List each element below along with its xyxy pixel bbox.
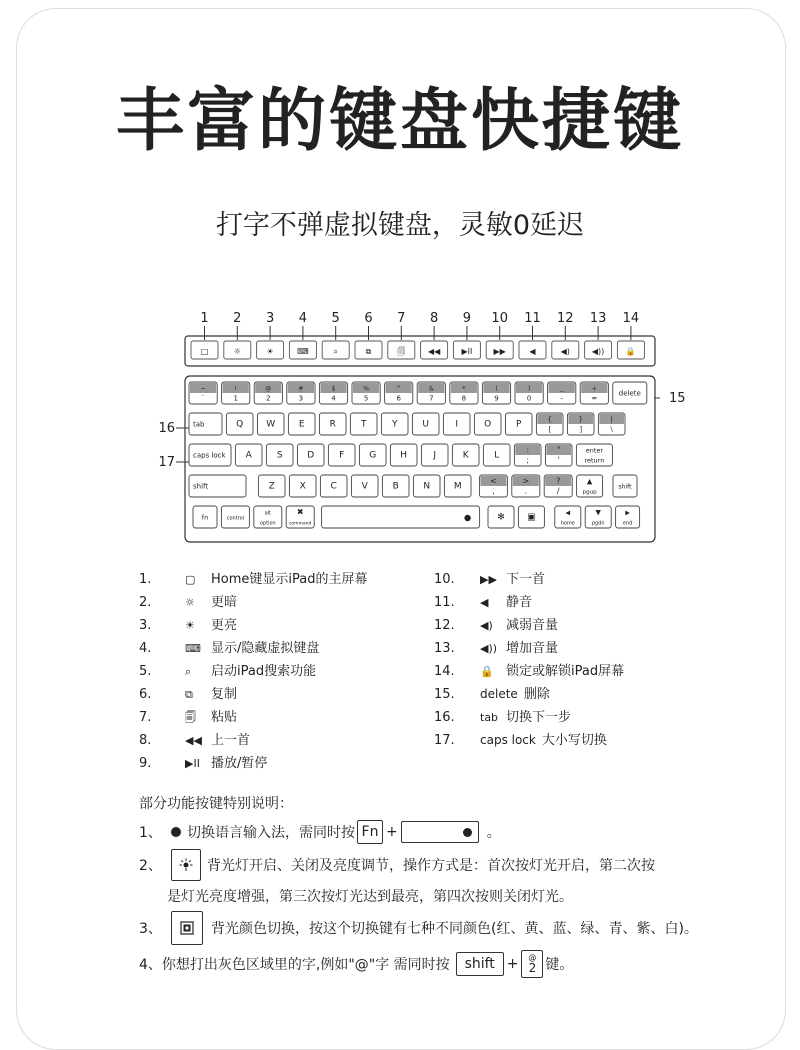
note-3 bbox=[139, 912, 698, 944]
function-key-icon: ◀) bbox=[560, 347, 570, 356]
plus-sign: + bbox=[386, 824, 398, 840]
legend-number: 4. bbox=[139, 641, 152, 656]
legend-text: 增加音量 bbox=[506, 641, 559, 656]
function-key-icon: ☼ bbox=[233, 347, 241, 356]
legend-text: 删除 bbox=[523, 687, 550, 702]
backlight-key bbox=[171, 849, 201, 881]
key-shifted-label: * bbox=[462, 385, 466, 393]
key-label: 3 bbox=[298, 394, 304, 403]
function-key-icon: □ bbox=[200, 347, 209, 356]
legend-number: 1. bbox=[139, 572, 152, 587]
key-label: E bbox=[298, 419, 305, 430]
color-switch-icon bbox=[180, 921, 194, 935]
legend-number: 16. bbox=[434, 710, 455, 725]
key-label: 6 bbox=[396, 394, 401, 403]
callout-number-17: 17 bbox=[158, 455, 175, 470]
legend-number: 15. bbox=[434, 687, 455, 702]
legend-number: 12. bbox=[434, 618, 455, 633]
key-label: shift bbox=[618, 483, 632, 491]
legend-item bbox=[434, 591, 624, 614]
legend-icon: tab bbox=[480, 711, 499, 724]
key-shifted-label: ◀ bbox=[565, 509, 571, 517]
function-key-icon: 🔒 bbox=[625, 347, 636, 356]
legend-text: 更亮 bbox=[211, 618, 238, 633]
key-shifted-label: & bbox=[428, 385, 434, 393]
legend-icon: ▢ bbox=[185, 573, 196, 586]
shift-key: shift bbox=[456, 952, 504, 976]
key-shifted-label: ▶ bbox=[625, 509, 630, 517]
key-shifted-label: # bbox=[298, 385, 304, 393]
legend-number: 7. bbox=[139, 710, 152, 725]
legend-text: 粘贴 bbox=[211, 710, 238, 725]
function-key-number: 1 bbox=[200, 311, 209, 326]
note-3-text: 背光颜色切换，按这个切换键有七种不同颜色(红、黄、蓝、绿、青、紫、白)。 bbox=[211, 921, 698, 937]
function-key-icon: ◀)) bbox=[591, 347, 605, 356]
function-key-icon: ☀ bbox=[266, 347, 274, 356]
legend-icon: 🔒 bbox=[480, 665, 494, 678]
legend-number: 11. bbox=[434, 595, 455, 610]
legend-item bbox=[434, 683, 624, 706]
callout-number-15: 15 bbox=[669, 391, 686, 406]
legend-item bbox=[434, 706, 624, 729]
function-key-number: 3 bbox=[265, 311, 275, 326]
key-label: W bbox=[266, 419, 276, 430]
globe-icon bbox=[464, 515, 470, 521]
key-shifted-label: < bbox=[490, 476, 497, 486]
function-key-icon: ⌨ bbox=[297, 347, 309, 356]
function-key-number: 2 bbox=[233, 311, 242, 326]
function-key-icon: 🗐 bbox=[397, 347, 406, 356]
function-key-number: 13 bbox=[589, 311, 607, 326]
legend-number: 17. bbox=[434, 733, 455, 748]
keyboard-diagram bbox=[158, 300, 686, 550]
key-label: 0 bbox=[526, 394, 532, 403]
legend-icon: ⌨ bbox=[185, 642, 201, 655]
key-label: K bbox=[462, 450, 469, 461]
function-key-number: 9 bbox=[462, 311, 472, 326]
key-shifted-label: % bbox=[363, 385, 369, 393]
key-label: 8 bbox=[461, 394, 467, 403]
key-shifted-label: $ bbox=[331, 385, 336, 393]
legend-number: 14. bbox=[434, 664, 455, 679]
key-label: S bbox=[276, 450, 283, 461]
key-label: X bbox=[299, 481, 306, 492]
legend-text: 大小写切换 bbox=[541, 733, 607, 748]
function-key-icon: ▶II bbox=[461, 347, 473, 356]
legend-icon: 🗐 bbox=[185, 711, 196, 724]
key-label: home bbox=[560, 520, 575, 527]
key-label: D bbox=[307, 450, 315, 461]
legend-icon: delete bbox=[480, 687, 518, 701]
function-key-number: 5 bbox=[331, 311, 340, 326]
at-key-top: @ bbox=[528, 953, 537, 962]
note-1-text: 切换语言输入法，需同时按 bbox=[187, 825, 355, 841]
key-shifted-label: @ bbox=[265, 385, 272, 393]
key-label: 1 bbox=[233, 394, 238, 403]
key-label: caps lock bbox=[193, 451, 226, 460]
legend-item bbox=[139, 729, 367, 752]
key-shifted-label: ) bbox=[527, 385, 531, 393]
key-label: J bbox=[433, 450, 437, 461]
note-2-text2: 是灯光亮度增强，第三次按灯光达到最亮，第四次按则关闭灯光。 bbox=[167, 889, 573, 905]
legend-text: 更暗 bbox=[211, 595, 238, 610]
key-label: , bbox=[492, 486, 495, 496]
key-label: B bbox=[392, 481, 399, 492]
note-4 bbox=[139, 950, 573, 978]
key-label: Q bbox=[236, 419, 244, 430]
key-shifted-label: ~ bbox=[200, 385, 206, 393]
key-shifted-label: alt bbox=[264, 510, 272, 517]
legend-icon: ▶II bbox=[185, 757, 200, 770]
function-key-number: 14 bbox=[622, 311, 640, 326]
function-key-number: 8 bbox=[429, 311, 439, 326]
key-label: Y bbox=[391, 419, 398, 430]
key-label: ✻ bbox=[497, 512, 505, 523]
legend-number: 2. bbox=[139, 595, 152, 610]
note-1-end: 。 bbox=[486, 825, 501, 841]
legend-item bbox=[139, 752, 367, 775]
legend-item bbox=[434, 614, 624, 637]
key-label: = bbox=[591, 394, 598, 403]
key-label: L bbox=[494, 450, 500, 461]
note-2 bbox=[139, 850, 655, 880]
key-label: ` bbox=[201, 394, 205, 403]
key-label: fn bbox=[201, 513, 209, 522]
legend-left bbox=[139, 568, 367, 775]
key-label: 2 bbox=[266, 394, 271, 403]
key-label: G bbox=[369, 450, 377, 461]
function-key-number: 6 bbox=[364, 311, 373, 326]
legend-item bbox=[434, 637, 624, 660]
legend-icon: ◀ bbox=[480, 596, 489, 609]
function-key-icon: ⌕ bbox=[333, 347, 338, 356]
legend-text: 播放/暂停 bbox=[211, 756, 268, 771]
notes-heading: 部分功能按键特别说明： bbox=[139, 796, 293, 812]
note-1 bbox=[139, 820, 501, 844]
legend-number: 8. bbox=[139, 733, 152, 748]
key-label: ' bbox=[557, 455, 560, 465]
key-label: end bbox=[622, 520, 633, 527]
legend-item bbox=[139, 660, 367, 683]
function-key-icon: ⧉ bbox=[365, 347, 372, 356]
key-shifted-label: } bbox=[578, 415, 583, 424]
legend-text: 锁定或解锁iPad屏幕 bbox=[506, 664, 625, 679]
key-label: . bbox=[524, 486, 528, 496]
note-4-text: 4、你想打出灰色区域里的字,例如"@"字 需同时按 bbox=[139, 957, 450, 973]
key-label: H bbox=[400, 450, 408, 461]
key-label: \ bbox=[610, 425, 613, 434]
key-label: Z bbox=[268, 481, 275, 492]
legend-item bbox=[434, 729, 624, 752]
legend-item bbox=[139, 568, 367, 591]
key-label: N bbox=[423, 481, 431, 492]
legend-icon: ◀◀ bbox=[185, 734, 202, 747]
key-shifted-label: > bbox=[522, 476, 530, 486]
plus-sign: + bbox=[506, 956, 519, 972]
key-label: T bbox=[360, 419, 367, 430]
legend-item bbox=[434, 568, 624, 591]
legend-number: 13. bbox=[434, 641, 455, 656]
key-label: return bbox=[584, 456, 605, 465]
note-2-number: 2、 bbox=[139, 858, 162, 874]
key-label: 7 bbox=[429, 394, 434, 403]
legend-icon: ☀ bbox=[185, 619, 195, 632]
key-label: pgdn bbox=[591, 520, 605, 527]
legend-item bbox=[434, 660, 624, 683]
key-label: R bbox=[329, 419, 336, 430]
key-label: tab bbox=[193, 420, 205, 429]
key-shifted-label: ✖ bbox=[296, 507, 304, 517]
key-label: pgup bbox=[582, 489, 597, 496]
space-key bbox=[401, 821, 479, 843]
key-label: delete bbox=[618, 389, 641, 398]
function-key-number: 10 bbox=[491, 311, 508, 326]
function-key-icon: ▶▶ bbox=[493, 347, 506, 356]
legend-number: 9. bbox=[139, 756, 152, 771]
key-label: shift bbox=[193, 482, 209, 491]
key-label: - bbox=[560, 394, 563, 403]
legend-icon: ◀)) bbox=[480, 642, 498, 655]
key-shifted-label: ▲ bbox=[586, 477, 593, 486]
function-key-number: 7 bbox=[397, 311, 406, 326]
key-label: C bbox=[330, 481, 337, 492]
key-label: 4 bbox=[331, 394, 336, 403]
legend-item bbox=[139, 637, 367, 660]
key-shifted-label: | bbox=[610, 415, 613, 424]
key-label: control bbox=[226, 515, 245, 522]
globe-icon bbox=[463, 828, 472, 837]
note-4-end: 键。 bbox=[545, 957, 574, 973]
legend-number: 5. bbox=[139, 664, 152, 679]
key-label: / bbox=[556, 486, 560, 496]
legend-text: 显示/隐藏虚拟键盘 bbox=[211, 641, 320, 656]
legend-icon: ⌕ bbox=[185, 665, 192, 678]
legend-text: 上一首 bbox=[211, 733, 251, 748]
legend-number: 10. bbox=[434, 572, 455, 587]
legend-item bbox=[139, 706, 367, 729]
key-shifted-label: ^ bbox=[396, 385, 402, 393]
key-shifted-label: ( bbox=[495, 385, 498, 393]
legend-text: 下一首 bbox=[506, 572, 546, 587]
key-shifted-label: ! bbox=[234, 385, 237, 393]
key-label: U bbox=[422, 419, 429, 430]
note-3-number: 3、 bbox=[139, 921, 162, 937]
page-subtitle: 打字不弹虚拟键盘，灵敏0延迟 bbox=[215, 210, 585, 241]
callout-number-16: 16 bbox=[158, 421, 175, 436]
key-label: F bbox=[339, 450, 345, 461]
key-shifted-label: { bbox=[547, 415, 552, 424]
page-title: 丰富的键盘快捷键 bbox=[115, 82, 684, 161]
note-2-continued bbox=[167, 885, 573, 907]
bulb-icon bbox=[179, 858, 193, 872]
key-label: 9 bbox=[494, 394, 499, 403]
key-shifted-label: _ bbox=[560, 385, 564, 393]
legend-item bbox=[139, 683, 367, 706]
key-shifted-label: ▼ bbox=[595, 508, 601, 517]
key-shifted-label: ? bbox=[556, 476, 561, 486]
fn-key: Fn bbox=[357, 820, 383, 844]
key-label: I bbox=[455, 419, 459, 430]
note-2-text: 背光灯开启、关闭及亮度调节，操作方式是：首次按灯光开启，第二次按 bbox=[207, 858, 655, 874]
legend-icon: ▶▶ bbox=[480, 573, 497, 586]
key-label: ▣ bbox=[527, 512, 536, 523]
legend-text: 静音 bbox=[506, 595, 533, 610]
function-key-number: 12 bbox=[557, 311, 574, 326]
legend-text: 切换下一步 bbox=[506, 710, 572, 725]
key-shifted-label: enter bbox=[585, 446, 604, 455]
function-key-icon: ◀◀ bbox=[427, 347, 441, 356]
legend-text: 复制 bbox=[211, 687, 238, 702]
legend-icon: ☼ bbox=[185, 596, 195, 609]
function-key-icon: ◀ bbox=[529, 347, 536, 356]
key-label: O bbox=[484, 419, 492, 430]
at-2-key bbox=[521, 950, 543, 978]
globe-icon bbox=[171, 827, 181, 837]
note-1-number: 1、 bbox=[139, 825, 162, 841]
key-label: ] bbox=[579, 425, 583, 434]
legend-icon: ⧉ bbox=[185, 688, 193, 701]
legend-text: 减弱音量 bbox=[506, 618, 559, 633]
key-label: command bbox=[288, 521, 312, 527]
color-key bbox=[171, 911, 203, 945]
legend-item bbox=[139, 614, 367, 637]
legend-item bbox=[139, 591, 367, 614]
function-key-number: 11 bbox=[524, 311, 541, 326]
legend-icon: ◀) bbox=[480, 619, 493, 632]
key-shifted-label: : bbox=[526, 445, 530, 455]
key-shifted-label: + bbox=[591, 385, 597, 393]
key-label: A bbox=[245, 450, 252, 461]
key-label: option bbox=[259, 520, 276, 527]
key-label: ; bbox=[526, 455, 530, 465]
key-label: V bbox=[361, 481, 368, 492]
legend-text: Home键显示iPad的主屏幕 bbox=[211, 572, 368, 587]
legend-number: 6. bbox=[139, 687, 152, 702]
key-label: [ bbox=[548, 425, 552, 434]
legend-text: 启动iPad搜索功能 bbox=[211, 664, 317, 679]
keyboard-key bbox=[322, 506, 480, 528]
legend-number: 3. bbox=[139, 618, 152, 633]
at-key-bottom: 2 bbox=[528, 961, 537, 975]
legend-icon: caps lock bbox=[480, 733, 536, 747]
key-label: 5 bbox=[363, 394, 369, 403]
key-label: P bbox=[515, 419, 522, 430]
key-shifted-label: " bbox=[556, 445, 561, 455]
legend-right bbox=[434, 568, 624, 752]
function-key-number: 4 bbox=[298, 311, 308, 326]
key-label: M bbox=[453, 481, 462, 492]
